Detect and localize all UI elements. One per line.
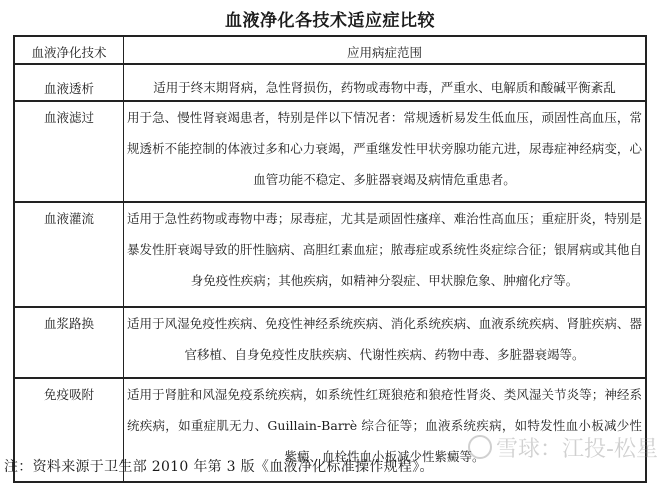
technique-cell: 血液滤过 [14,101,124,202]
technique-cell: 血液灌流 [14,202,124,307]
table-row [14,307,646,378]
document-title: 血液净化各技术适应症比较 [225,11,435,31]
source-note: 注：资料来源于卫生部 2010 年第 3 版《血液净化标准操作规程》。 [4,459,434,475]
watermark-logo-icon [468,435,492,459]
table-row [14,202,646,307]
header-technique: 血液净化技术 [14,36,124,64]
header-indications: 应用病症范围 [124,36,647,64]
comparison-table [13,35,647,483]
indications-cell: 适用于终末期肾病，急性肾损伤，药物或毒物中毒，严重水、电解质和酸碱平衡紊乱 [124,64,647,101]
technique-cell: 免疫吸附 [14,378,124,482]
technique-cell: 血液透析 [14,64,124,101]
table-row [14,101,646,202]
table-row [14,64,646,101]
watermark-text: 雪球：江投-松星 [496,437,658,462]
indications-cell: 用于急、慢性肾衰竭患者，特别是伴以下情况者：常规透析易发生低血压，顽固性高血压，常规透析不能控制的体液过多和心力衰竭，严重继发性甲状旁腺功能亢进，尿毒症神经病变，心血管功能不稳定、多脏器衰竭及病情危重患者。 [124,101,647,202]
watermark [468,432,658,463]
indications-cell: 适用于风湿免疫性疾病、免疫性神经系统疾病、消化系统疾病、血液系统疾病、肾脏疾病、器官移植、自身免疫性皮肤疾病、代谢性疾病、药物中毒、多脏器衰竭等。 [124,307,647,378]
indications-cell: 适用于急性药物或毒物中毒；尿毒症，尤其是顽固性瘙痒、难治性高血压；重症肝炎，特别是暴发性肝衰竭导致的肝性脑病、高胆红素血症；脓毒症或系统性炎症综合征；银屑病或其他自身免疫性疾病；其他疾病，如精神分裂症、甲状腺危象、肿瘤化疗等。 [124,202,647,307]
table-header-row [14,36,646,64]
indications-cell: 适用于肾脏和风湿免疫系统疾病，如系统性红斑狼疮和狼疮性肾炎、类风湿关节炎等；神经系统疾病，如重症肌无力、Guillain-Barrè 综合征等；血液系统疾病，如特发性血小板减少性紫癜、血栓性血小板减少性紫癜等。 [124,378,647,482]
technique-cell: 血浆路换 [14,307,124,378]
